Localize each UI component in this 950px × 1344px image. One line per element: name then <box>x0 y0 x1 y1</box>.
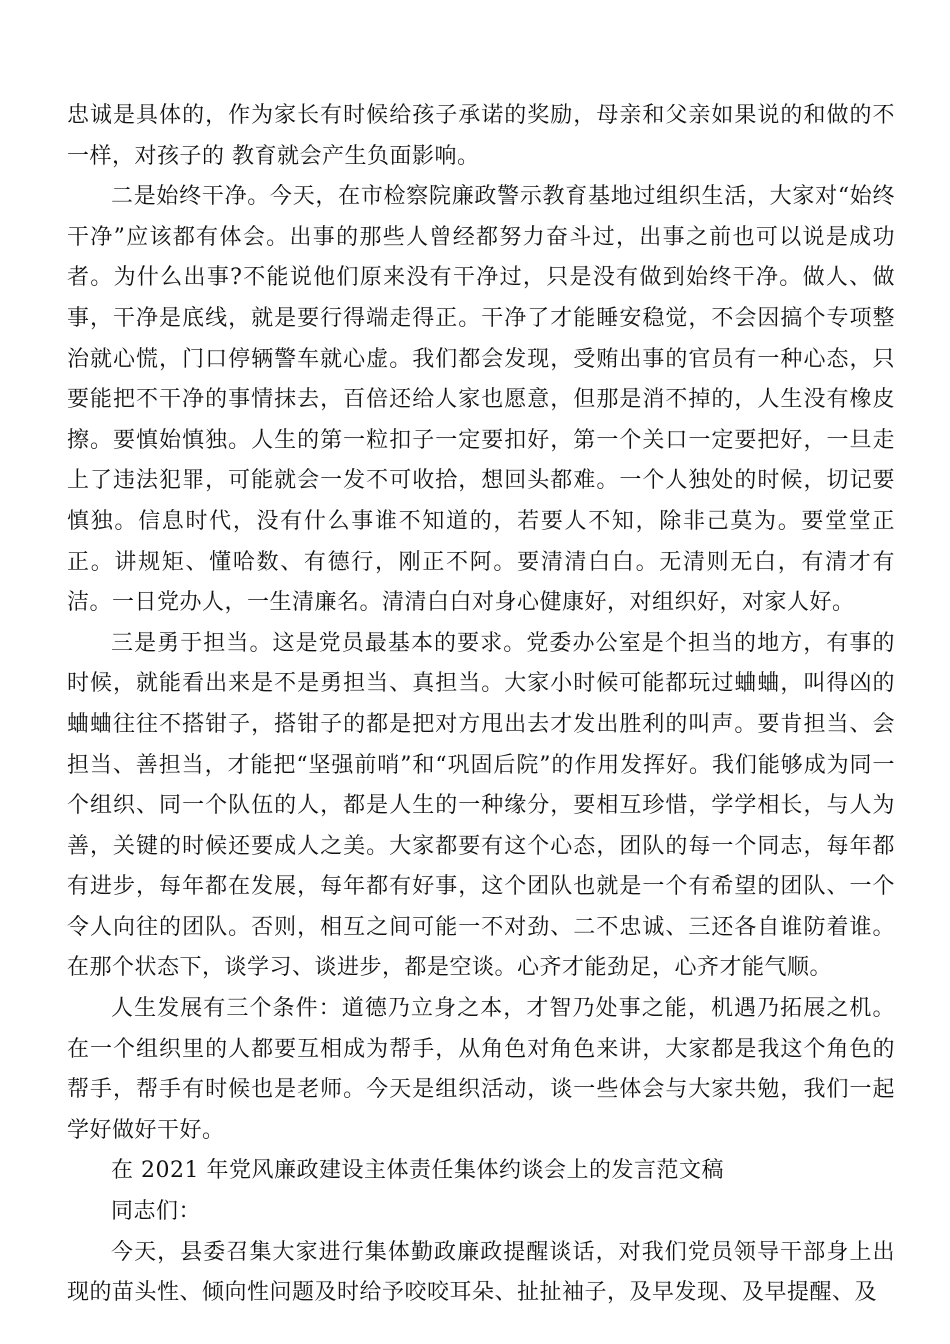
paragraph-take-responsibility: 三是勇于担当。这是党员最基本的要求。党委办公室是个担当的地方，有事的时候，就能看出来是不是勇担当、真担当。大家小时候可能都玩过蛐蛐，叫得凶的蛐蛐往往不搭钳子，搭钳子的都是把对方甩出去才发出胜利的叫声。要肯担当、会担当、善担当，才能把“坚强前哨”和“巩固后院”的作用发挥好。我们能够成为同一个组织、同一个队伍的人，都是人生的一种缘分，要相互珍惜，学学相长，与人为善，关键的时候还要成人之美。大家都要有这个心态，团队的每一个同志，每年都有进步，每年都在发展，每年都有好事，这个团队也就是一个有希望的团队、一个令人向往的团队。否则，相互之间可能一不对劲、二不忠诚、三还各自谁防着谁。在那个状态下，谈学习、谈进步，都是空谈。心齐才能劲足，心齐才能气顺。 <box>67 630 895 981</box>
salutation: 同志们： <box>111 1199 202 1225</box>
document-page <box>67 96 895 1314</box>
paragraph-always-clean: 二是始终干净。今天，在市检察院廉政警示教育基地过组织生活，大家对“始终干净”应该都有体会。出事的那些人曾经都努力奋斗过，出事之前也可以说是成功者。为什么出事?不能说他们原来没有干净过，只是没有做到始终干净。做人、做事，干净是底线，就是要行得端走得正。干净了才能睡安稳觉，不会因搞个专项整治就心慌，门口停辆警车就心虚。我们都会发现，受贿出事的官员有一种心态，只要能把不干净的事情抹去，百倍还给人家也愿意，但那是消不掉的，人生没有橡皮擦。要慎始慎独。人生的第一粒扣子一定要扣好，第一个关口一定要把好，一旦走上了违法犯罪，可能就会一发不可收拾，想回头都难。一个人独处的时候，切记要慎独。信息时代，没有什么事谁不知道的，若要人不知，除非己莫为。要堂堂正正。讲规矩、懂哈数、有德行，刚正不阿。要清清白白。无清则无白，有清才有洁。一日党办人，一生清廉名。清清白白对身心健康好，对组织好，对家人好。 <box>67 184 895 616</box>
section-title: 在 2021 年党风廉政建设主体责任集体约谈会上的发言范文稿 <box>111 1158 724 1184</box>
paragraph-life-development: 人生发展有三个条件：道德乃立身之本，才智乃处事之能，机遇乃拓展之机。在一个组织里的人都要互相成为帮手，从角色对角色来讲，大家都是我这个角色的帮手，帮手有时候也是老师。今天是组织活动，谈一些体会与大家共勉，我们一起学好做好干好。 <box>67 996 895 1143</box>
paragraph-loyalty-continued: 忠诚是具体的，作为家长有时候给孩子承诺的奖励，母亲和父亲如果说的和做的不一样，对孩子的 教育就会产生负面影响。 <box>67 103 895 169</box>
paragraph-opening: 今天，县委召集大家进行集体勤政廉政提醒谈话，对我们党员领导干部身上出现的苗头性、倾向性问题及时给予咬咬耳朵、扯扯袖子，及早发现、及早提醒、及 <box>67 1239 895 1306</box>
